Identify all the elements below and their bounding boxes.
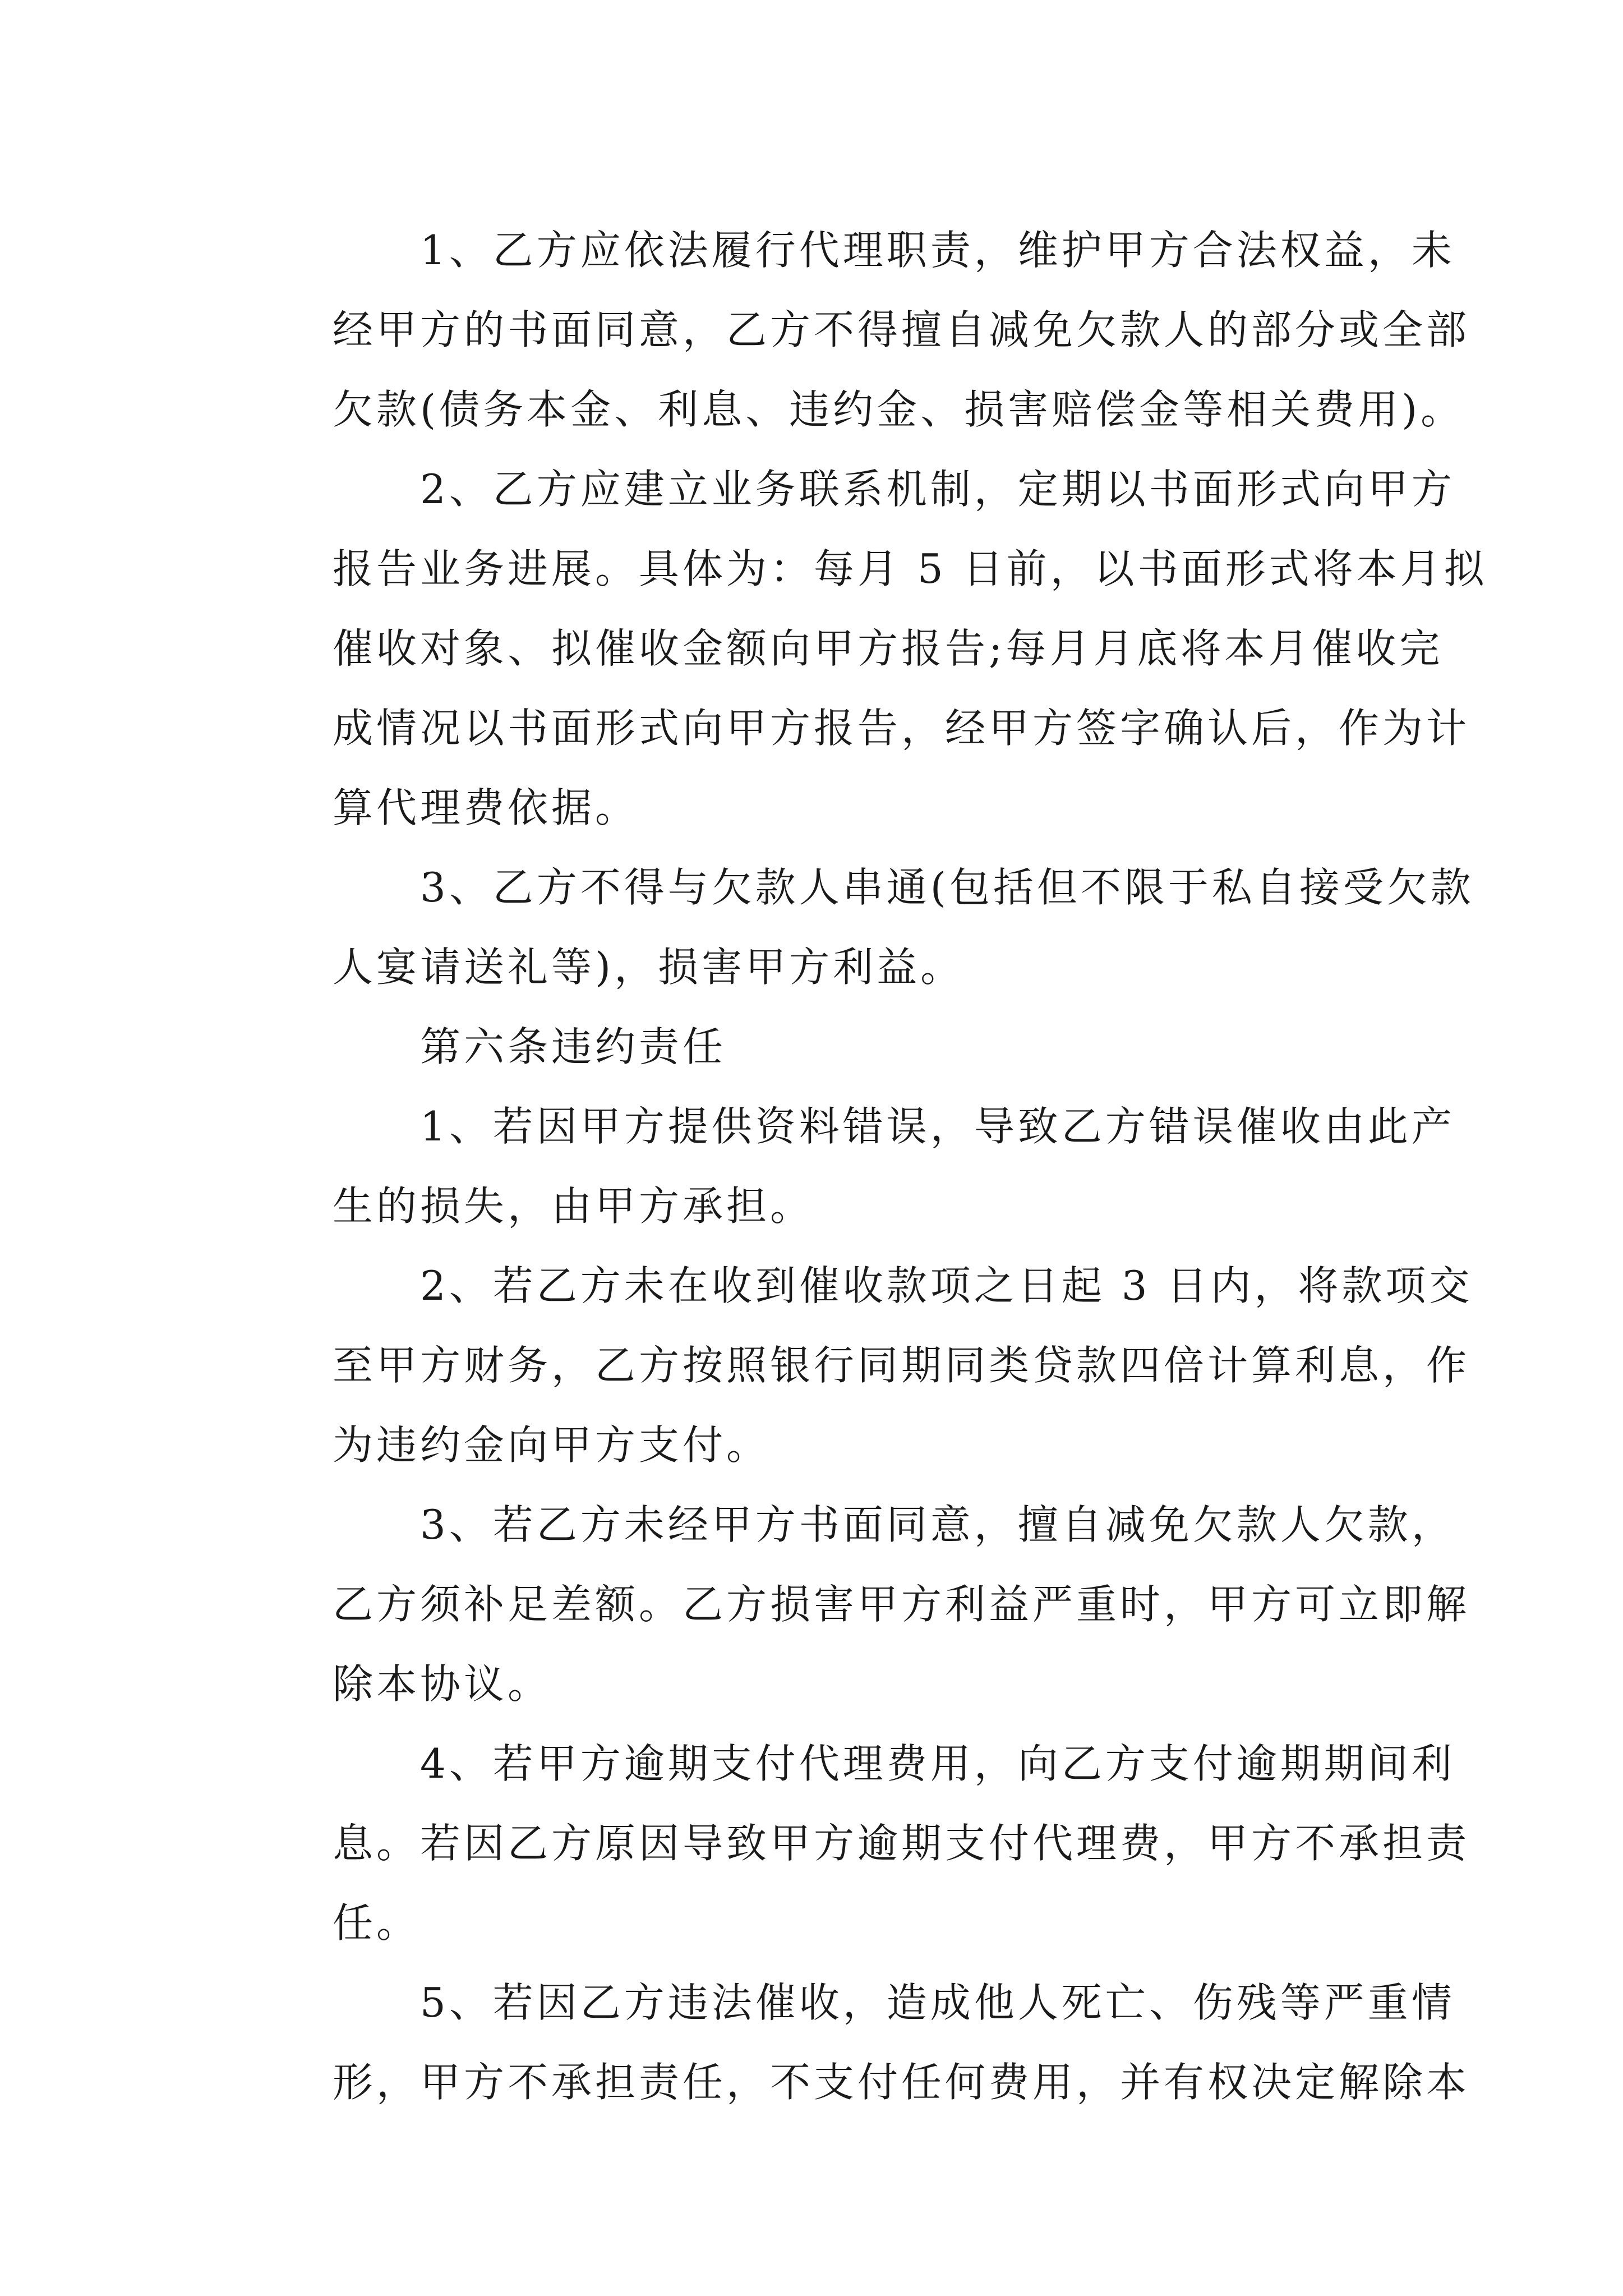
text-line: 3、乙方不得与欠款人串通(包括但不限于私自接受欠款 bbox=[420, 864, 1474, 911]
text-line: 2、若乙方未在收到催收款项之日起 3 日内，将款项交 bbox=[420, 1262, 1473, 1309]
text-line: 成情况以书面形式向甲方报告，经甲方签字确认后，作为计 bbox=[333, 705, 1470, 752]
text-line: 1、若因甲方提供资料错误，导致乙方错误催收由此产 bbox=[420, 1103, 1455, 1150]
text-line: 4、若甲方逾期支付代理费用，向乙方支付逾期期间利 bbox=[420, 1740, 1455, 1787]
text-line: 3、若乙方未经甲方书面同意，擅自减免欠款人欠款， bbox=[420, 1501, 1455, 1548]
section-heading-article-6 bbox=[245, 1007, 1384, 1087]
text-line: 任。 bbox=[333, 1899, 421, 1947]
paragraph-liability-3 bbox=[245, 1485, 1470, 1724]
text-line: 为违约金向甲方支付。 bbox=[333, 1421, 771, 1469]
heading-text: 第六条违约责任 bbox=[420, 1023, 727, 1070]
paragraph-liability-2 bbox=[245, 1246, 1473, 1485]
text-line: 经甲方的书面同意，乙方不得擅自减免欠款人的部分或全部 bbox=[333, 306, 1470, 353]
text-line: 催收对象、拟催收金额向甲方报告;每月月底将本月催收完 bbox=[333, 625, 1444, 672]
paragraph-obligation-3 bbox=[245, 848, 1474, 1007]
text-line: 人宴请送礼等)，损害甲方利益。 bbox=[333, 944, 965, 991]
text-line: 2、乙方应建立业务联系机制，定期以书面形式向甲方 bbox=[420, 466, 1455, 513]
text-line: 算代理费依据。 bbox=[333, 784, 639, 831]
text-line: 报告业务进展。具体为：每月 5 日前，以书面形式将本月拟 bbox=[333, 545, 1488, 592]
paragraph-liability-4 bbox=[245, 1724, 1470, 1963]
text-line: 形，甲方不承担责任，不支付任何费用，并有权决定解除本 bbox=[333, 2059, 1470, 2106]
text-line: 乙方须补足差额。乙方损害甲方利益严重时，甲方可立即解 bbox=[333, 1581, 1470, 1628]
text-line: 生的损失，由甲方承担。 bbox=[333, 1182, 814, 1230]
text-line: 欠款(债务本金、利息、违约金、损害赔偿金等相关费用)。 bbox=[333, 386, 1465, 433]
text-line: 5、若因乙方违法催收，造成他人死亡、伤残等严重情 bbox=[420, 1979, 1455, 2026]
text-line: 息。若因乙方原因导致甲方逾期支付代理费，甲方不承担责 bbox=[333, 1820, 1470, 1867]
paragraph-obligation-1 bbox=[245, 210, 1470, 449]
text-line: 至甲方财务，乙方按照银行同期同类贷款四倍计算利息，作 bbox=[333, 1342, 1470, 1389]
text-line: 除本协议。 bbox=[333, 1660, 552, 1708]
paragraph-liability-5 bbox=[245, 1963, 1470, 2122]
text-line: 1、乙方应依法履行代理职责，维护甲方合法权益，未 bbox=[420, 227, 1455, 274]
paragraph-obligation-2 bbox=[245, 449, 1488, 848]
document-body bbox=[245, 210, 1488, 2122]
paragraph-liability-1 bbox=[245, 1087, 1455, 1246]
